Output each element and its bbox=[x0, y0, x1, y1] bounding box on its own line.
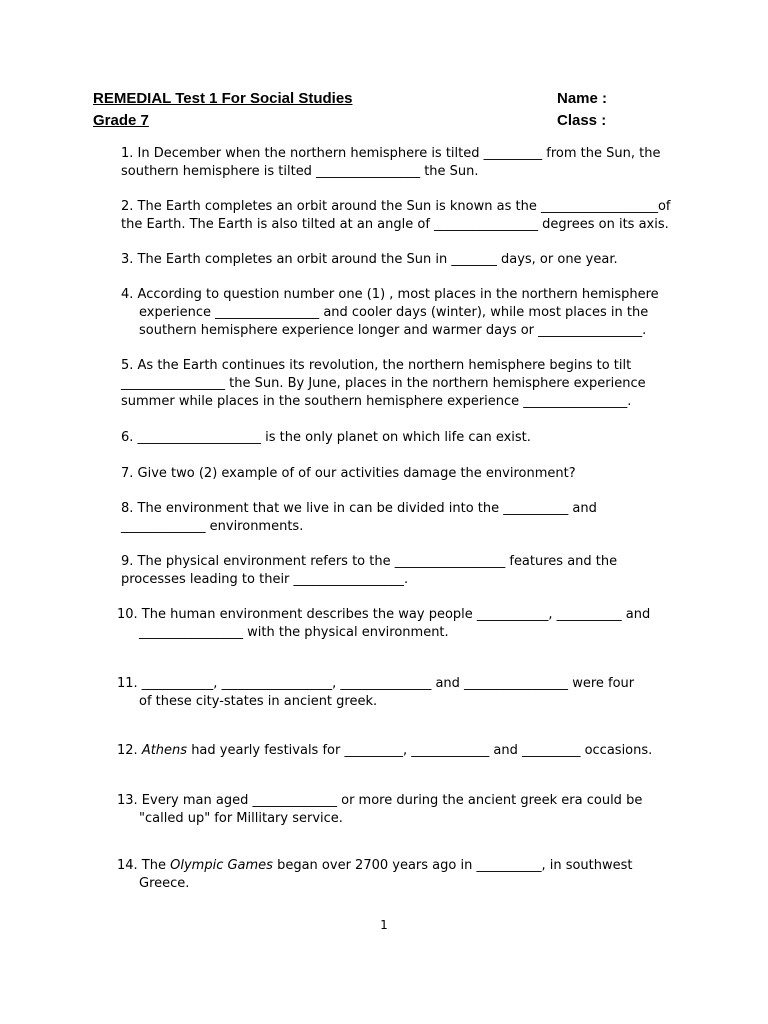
question-line: 5. As the Earth continues its revolution, the northern hemisphere begins to tilt bbox=[121, 358, 632, 373]
question-6 bbox=[121, 429, 531, 447]
question-line: 3. The Earth completes an orbit around the Sun in _______ days, or one year. bbox=[121, 252, 618, 267]
question-1 bbox=[121, 145, 660, 181]
question-10 bbox=[117, 606, 650, 642]
question-5 bbox=[121, 357, 646, 411]
question-line: 2. The Earth completes an orbit around the Sun is known as the __________________of bbox=[121, 199, 671, 214]
question-line: Greece. bbox=[139, 876, 190, 891]
question-12 bbox=[117, 742, 652, 760]
question-4 bbox=[121, 286, 659, 340]
question-number: 14. The bbox=[117, 858, 171, 873]
question-9 bbox=[121, 553, 617, 589]
question-line: "called up" for Millitary service. bbox=[139, 811, 343, 826]
question-line bbox=[117, 857, 633, 875]
question-line: 7. Give two (2) example of of our activities damage the environment? bbox=[121, 466, 576, 481]
question-line: 4. According to question number one (1) , most places in the northern hemisphere bbox=[121, 287, 659, 302]
question-text: began over 2700 years ago in __________, in southwest bbox=[272, 858, 633, 873]
question-line: 8. The environment that we live in can be divided into the __________ and bbox=[121, 501, 597, 516]
grade-label: Grade 7 bbox=[93, 112, 149, 129]
class-label: Class : bbox=[557, 112, 607, 129]
question-line: southern hemisphere experience longer and warmer days or ________________. bbox=[139, 323, 647, 338]
question-text: had yearly festivals for _________, ____________ and _________ occasions. bbox=[187, 743, 653, 758]
question-line: 11. ___________, _________________, ______________ and ________________ were four bbox=[117, 676, 635, 691]
question-line: 9. The physical environment refers to the _________________ features and the bbox=[121, 554, 618, 569]
question-line bbox=[117, 742, 652, 760]
question-line: 13. Every man aged _____________ or more during the ancient greek era could be bbox=[117, 793, 643, 808]
question-8 bbox=[121, 500, 597, 536]
question-14 bbox=[117, 857, 633, 893]
question-line: 10. The human environment describes the way people ___________, __________ and bbox=[117, 607, 651, 622]
emphasis-text: Olympic Games bbox=[170, 858, 273, 873]
question-7 bbox=[121, 465, 576, 483]
question-line: southern hemisphere is tilted ________________ the Sun. bbox=[121, 164, 479, 179]
question-13 bbox=[117, 792, 642, 828]
question-line: 6. ___________________ is the only planet on which life can exist. bbox=[121, 430, 531, 445]
name-label: Name : bbox=[557, 90, 608, 107]
question-line: _____________ environments. bbox=[121, 519, 304, 534]
emphasis-text: Athens bbox=[141, 743, 188, 758]
question-line: 1. In December when the northern hemisphere is tilted _________ from the Sun, the bbox=[121, 146, 661, 161]
question-line: processes leading to their _________________. bbox=[121, 572, 409, 587]
question-2 bbox=[121, 198, 670, 234]
question-line: of these city-states in ancient greek. bbox=[139, 694, 378, 709]
question-3 bbox=[121, 251, 618, 269]
page-number: 1 bbox=[380, 918, 388, 932]
question-line: ________________ with the physical environment. bbox=[139, 625, 449, 640]
question-line: summer while places in the southern hemisphere experience ________________. bbox=[121, 394, 632, 409]
question-line: experience ________________ and cooler days (winter), while most places in the bbox=[139, 305, 649, 320]
test-title: REMEDIAL Test 1 For Social Studies bbox=[93, 90, 353, 107]
question-line: the Earth. The Earth is also tilted at an angle of ________________ degrees on its axis. bbox=[121, 217, 669, 232]
question-line: ________________ the Sun. By June, places in the northern hemisphere experience bbox=[121, 376, 646, 391]
question-number: 12. bbox=[117, 743, 142, 758]
question-11 bbox=[117, 675, 634, 711]
